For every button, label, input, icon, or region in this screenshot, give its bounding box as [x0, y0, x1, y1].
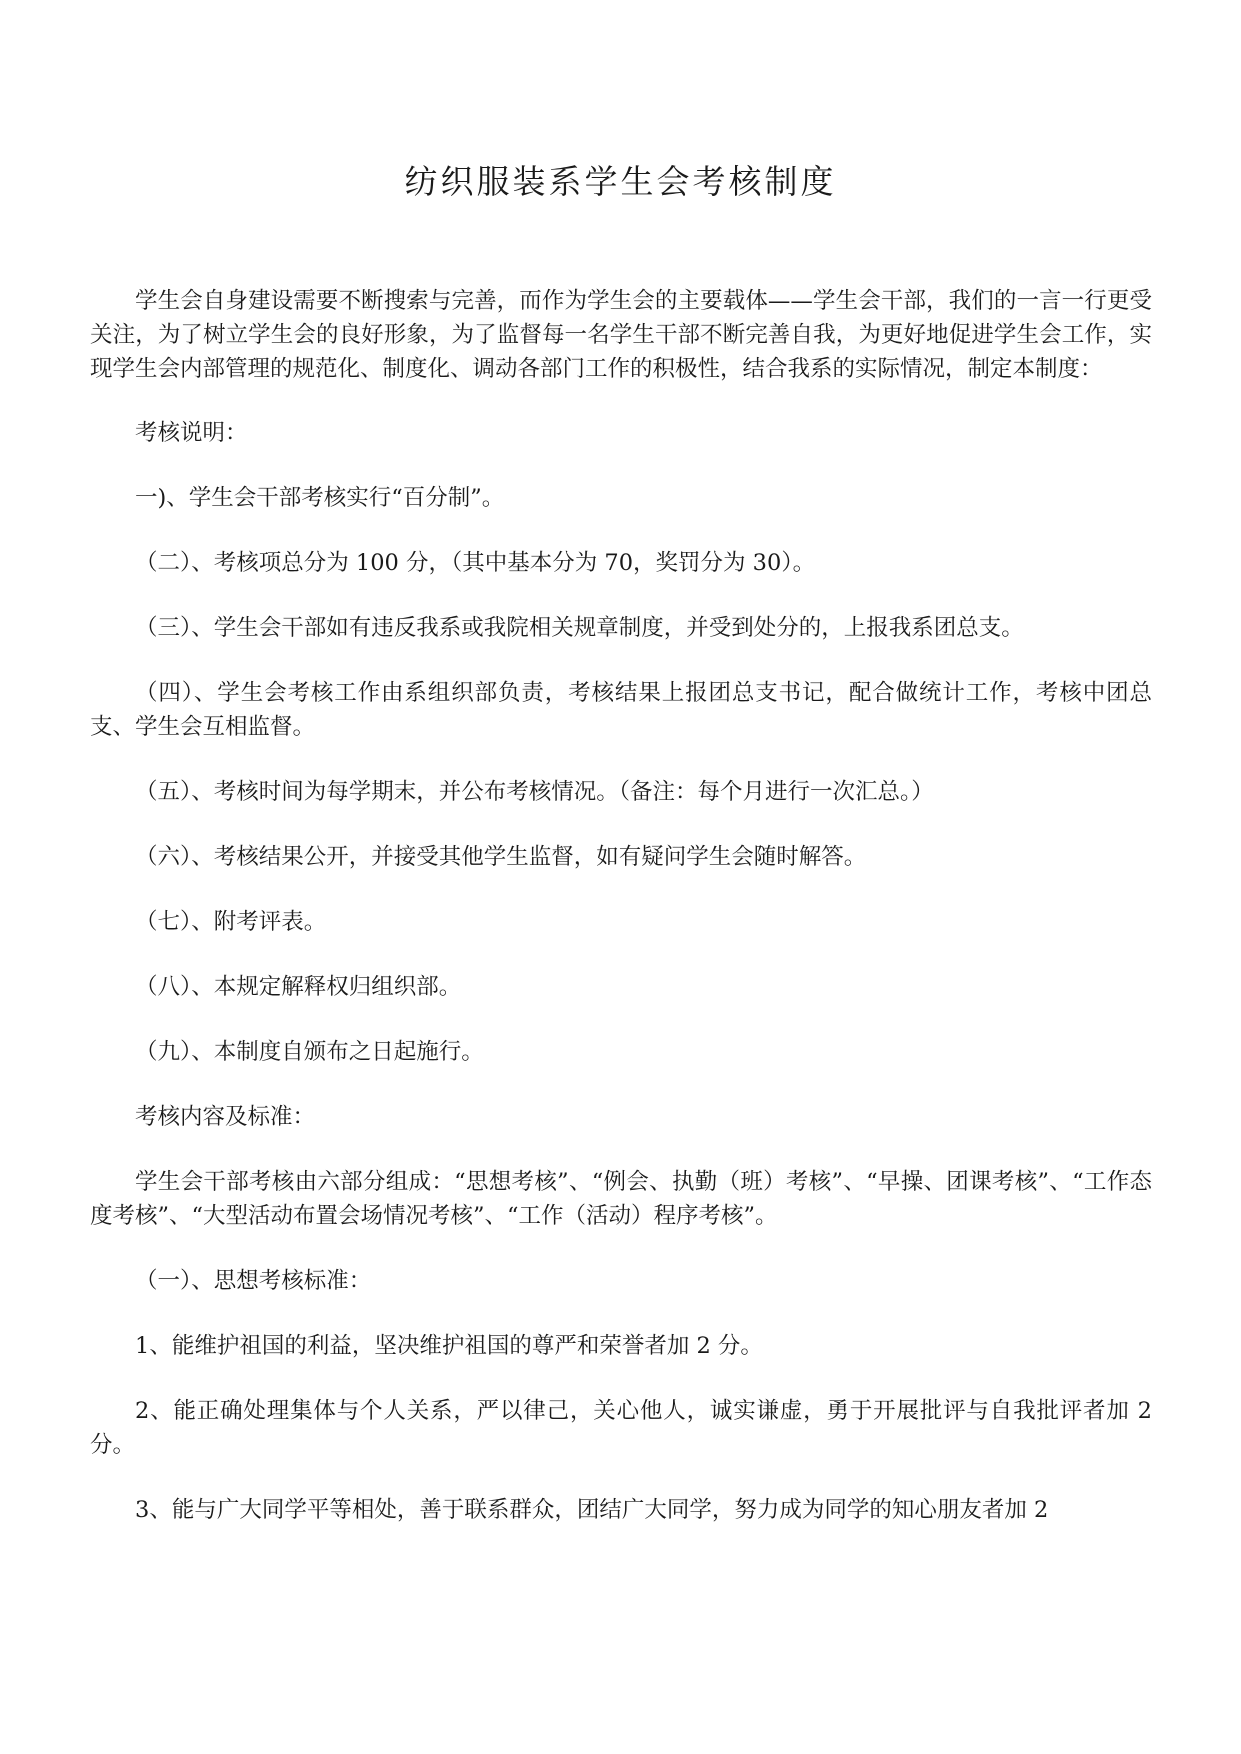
- assessment-note: （六）、考核结果公开，并接受其他学生监督，如有疑问学生会随时解答。: [135, 844, 867, 870]
- assessment-note: （九）、本制度自颁布之日起施行。: [135, 1039, 484, 1065]
- content-intro-paragraph: 学生会干部考核由六部分组成：“思想考核”、“例会、执勤（班）考核”、“早操、团课考核”、“工作态度考核”、“大型活动布置会场情况考核”、“工作（活动）程序考核”。: [90, 1169, 1152, 1229]
- document-body: [90, 284, 1152, 1527]
- section1-item: 1、能维护祖国的利益，坚决维护祖国的尊严和荣誉者加 2 分。: [135, 1333, 763, 1359]
- section1-item: 2、能正确处理集体与个人关系，严以律己，关心他人，诚实谦虚，勇于开展批评与自我批评者加 2 分。: [90, 1398, 1152, 1458]
- assessment-notes-heading: 考核说明：: [135, 420, 248, 446]
- assessment-note: （七）、附考评表。: [135, 909, 327, 935]
- assessment-note: （三）、学生会干部如有违反我系或我院相关规章制度，并受到处分的，上报我系团总支。: [135, 615, 1024, 641]
- assessment-note: 一)、学生会干部考核实行“百分制”。: [135, 485, 505, 511]
- assessment-note: （四）、学生会考核工作由系组织部负责，考核结果上报团总支书记，配合做统计工作，考核中团总支、学生会互相监督。: [90, 680, 1152, 740]
- content-heading: 考核内容及标准：: [135, 1104, 316, 1130]
- section1-heading: （一）、思想考核标准：: [135, 1268, 372, 1294]
- assessment-note: （二）、考核项总分为 100 分，（其中基本分为 70，奖罚分为 30）。: [135, 550, 816, 576]
- section1-item: 3、能与广大同学平等相处，善于联系群众，团结广大同学，努力成为同学的知心朋友者加 2: [135, 1497, 1049, 1523]
- assessment-note: （五）、考核时间为每学期末，并公布考核情况。（备注：每个月进行一次汇总。）: [135, 779, 934, 805]
- intro-paragraph: 学生会自身建设需要不断搜索与完善，而作为学生会的主要载体——学生会干部，我们的一言一行更受关注，为了树立学生会的良好形象，为了监督每一名学生干部不断完善自我，为更好地促进学生会工作，实现学生会内部管理的规范化、制度化、调动各部门工作的积极性，结合我系的实际情况，制定本制度：: [90, 288, 1152, 382]
- assessment-note: （八）、本规定解释权归组织部。: [135, 974, 462, 1000]
- document-title: 纺织服装系学生会考核制度: [404, 162, 837, 201]
